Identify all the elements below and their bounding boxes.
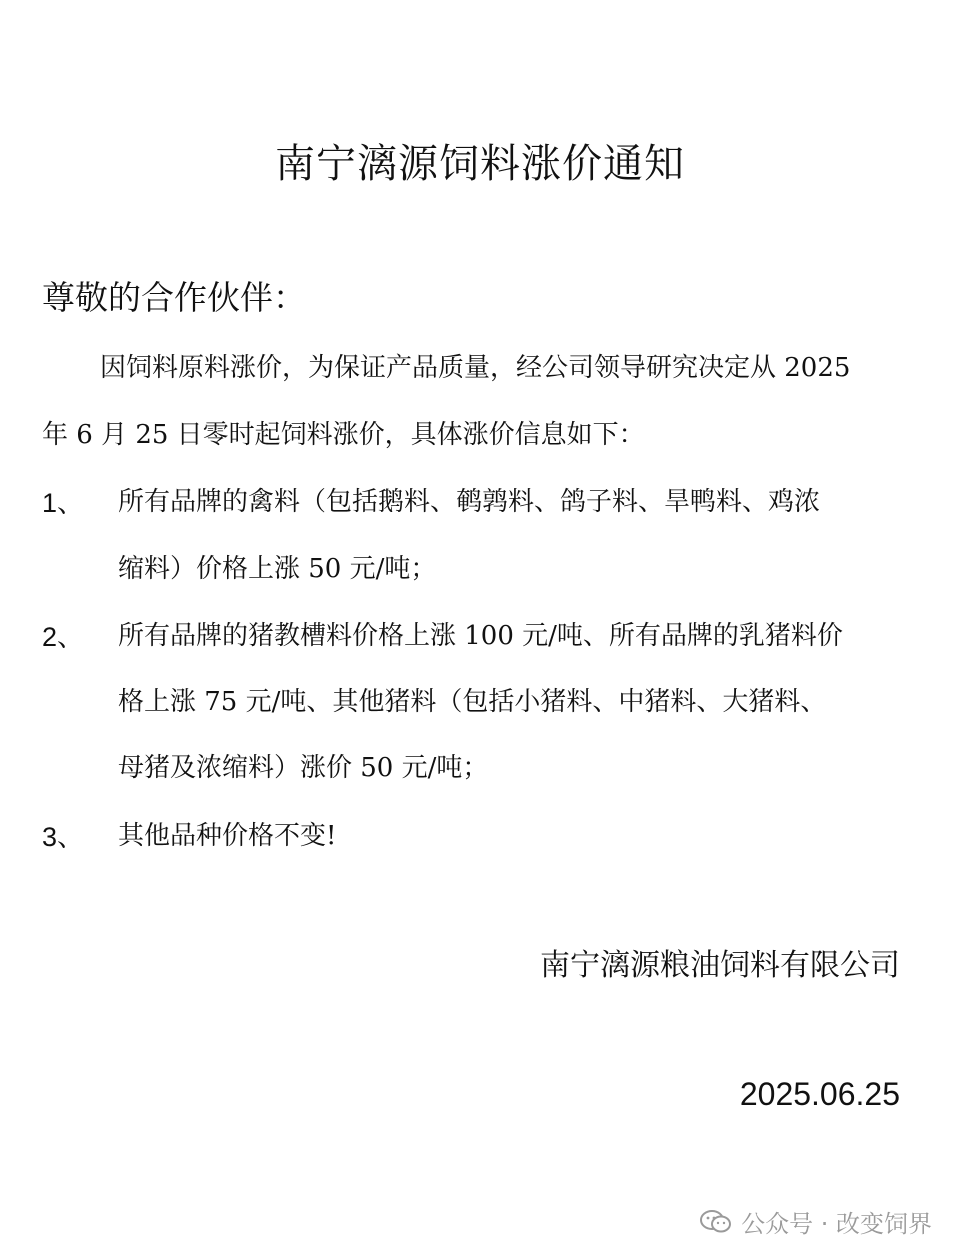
item-3-number: 3、	[42, 822, 85, 852]
notice-title: 南宁漓源饲料涨价通知	[275, 141, 685, 187]
notice-date: 2025.06.25	[739, 1076, 900, 1112]
intro-line-2: 年 6 月 25 日零时起饲料涨价，具体涨价信息如下：	[42, 420, 645, 450]
item-2-number: 2、	[42, 622, 85, 652]
intro-line-1: 因饲料原料涨价，为保证产品质量，经公司领导研究决定从 2025	[100, 353, 851, 383]
item-1-line-1: 所有品牌的禽料（包括鹅料、鹌鹑料、鸽子料、旱鸭料、鸡浓	[118, 487, 821, 517]
company-name: 南宁漓源粮油饲料有限公司	[540, 948, 900, 983]
item-2-line-1: 所有品牌的猪教槽料价格上涨 100 元/吨、所有品牌的乳猪料价	[118, 621, 843, 651]
item-1-line-2: 缩料）价格上涨 50 元/吨；	[118, 554, 437, 584]
item-3-line-1: 其他品种价格不变!	[118, 821, 337, 851]
wechat-icon	[699, 1209, 733, 1235]
watermark	[699, 1204, 932, 1239]
salutation: 尊敬的合作伙伴：	[42, 278, 306, 317]
item-1-number: 1、	[42, 488, 85, 518]
item-2-line-2: 格上涨 75 元/吨、其他猪料（包括小猪料、中猪料、大猪料、	[118, 687, 827, 717]
item-2-line-3: 母猪及浓缩料）涨价 50 元/吨；	[118, 753, 489, 783]
watermark-text: 公众号 · 改变饲界	[741, 1210, 932, 1238]
